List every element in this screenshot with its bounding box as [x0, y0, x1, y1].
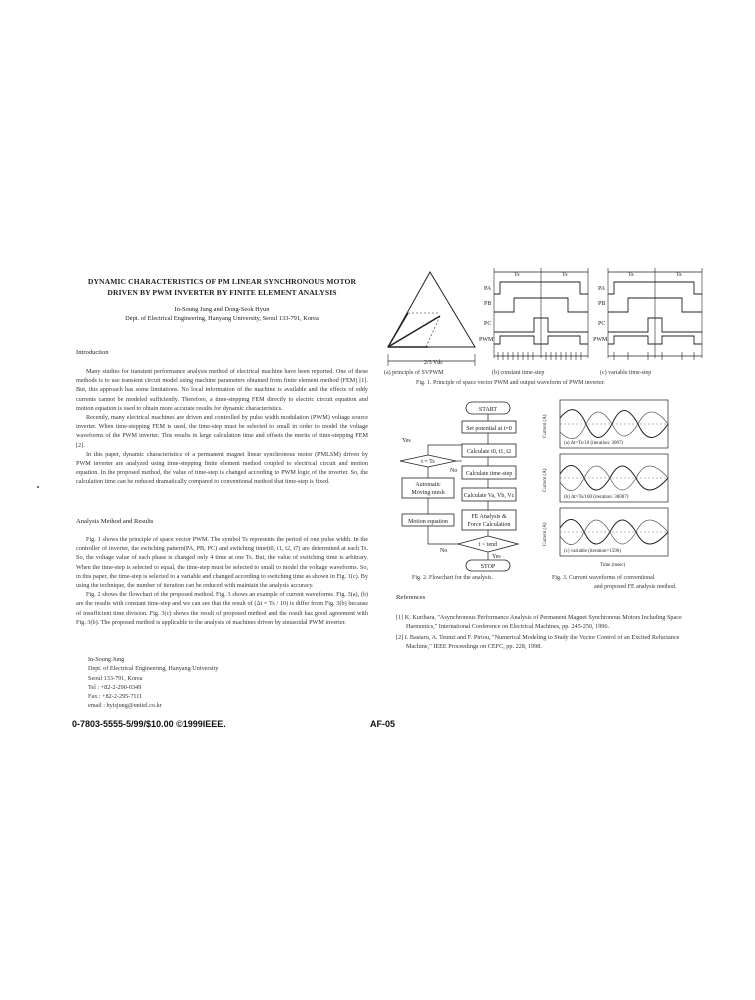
contact-block: [88, 655, 218, 711]
fig3-caption-line1: Fig. 3. Current waveforms of conventional: [552, 575, 655, 581]
fig1-caption: Fig. 1. Principle of space vector PWM and output waveform of PWM inverter.: [416, 380, 605, 386]
svg-text:t = Ts: t = Ts: [421, 459, 435, 465]
svg-text:Motion equation: Motion equation: [408, 519, 448, 525]
intro-paragraph: Many studies for transient performance analysis method of electrical machine have been reported. One of these methods is to use transient circuit model using machine parameters obtained from finite element method (FEM) [1]. But, this approach has some limitations. No local information of the machine is available and the effects of eddy currents cannot be modeled sufficiently. Therefore, a time-stepping FEM directly to electric circuit equation and motion equation is used to obtain more accurate results for dynamic characteristics.: [76, 368, 368, 412]
references-heading: References: [396, 594, 426, 601]
title-line-1: DYNAMIC CHARACTERISTICS OF PM LINEAR SYNCHRONOUS MOTOR: [87, 277, 357, 286]
reference-item: [2] I. Bastaru, A. Teunzi and F. Piriou, "Numerical Modeling to Study the Vector Control of an Excited Reluctance Machine," IEEE Proceedings on CEFC, pp. 228, 1998.: [396, 633, 680, 650]
svg-text:Calculate time-step: Calculate time-step: [465, 471, 513, 477]
copyright-line: 0-7803-5555-5/99/$10.00 ©1999IEEE.: [72, 719, 226, 729]
author-block: [72, 305, 372, 323]
title-line-2: DRIVEN BY PWM INVERTER BY FINITE ELEMENT ANALYSIS: [107, 288, 337, 297]
references-list: [396, 613, 702, 652]
svg-text:Ts: Ts: [514, 272, 520, 278]
svg-text:PC: PC: [598, 321, 606, 327]
figure-2-flowchart: [398, 400, 533, 572]
svg-text:(a) Δt=Ts/10 (iteration: 3007): (a) Δt=Ts/10 (iteration: 3007): [564, 441, 624, 446]
svg-text:Current (A): Current (A): [543, 414, 548, 438]
fig2-caption: Fig. 2. Flowchart for the analysis.: [412, 575, 493, 581]
current-panel-a: [543, 400, 668, 448]
paper-title: [72, 276, 372, 298]
figure-1: [378, 268, 708, 370]
analysis-heading: Analysis Method and Results: [76, 518, 154, 525]
intro-heading: Introduction: [76, 349, 109, 356]
figure-3-current-waveforms: [538, 398, 710, 568]
fig1-sub-c: (c) variable time-step: [600, 370, 652, 376]
svg-text:Calculate t0, t1, t2: Calculate t0, t1, t2: [466, 449, 512, 455]
svg-text:Current (A): Current (A): [543, 468, 548, 492]
svg-text:2/3 Vdc: 2/3 Vdc: [424, 360, 444, 366]
svg-text:PB: PB: [484, 301, 492, 307]
svg-text:Ts: Ts: [628, 272, 634, 278]
margin-mark: [37, 486, 39, 488]
fig3-caption-line2: and proposed FE analysis method.: [594, 584, 677, 590]
svg-text:No: No: [450, 468, 458, 474]
svg-text:Set potential at t=0: Set potential at t=0: [466, 426, 512, 432]
contact-email: email : hyisjung@unitel.co.kr: [88, 702, 162, 710]
svg-text:Yes: Yes: [492, 554, 501, 560]
svg-text:Ts: Ts: [562, 272, 568, 278]
svg-text:Current (A): Current (A): [543, 522, 548, 546]
current-panel-c: [543, 508, 668, 568]
svg-text:Ts: Ts: [676, 272, 682, 278]
contact-dept: Dept. of Electrical Engineering, Hanyang University: [88, 665, 219, 673]
svg-text:PC: PC: [484, 321, 492, 327]
paper-code: AF-05: [370, 719, 396, 729]
svg-text:PWM: PWM: [479, 337, 494, 343]
svg-text:PB: PB: [598, 301, 606, 307]
intro-paragraph: In this paper, dynamic characteristics of a permanent magnet linear synchronous motor (PMLSM) driven by PWM inverter are analyzed using time-stepping finite element method coupled to electrical circuit and motion equation. In the proposed method, the value of time-step is changed according to PWM logic of the inverter. So, the calculation time can be reduced dramatically compared to conventional method that time-step is fixed.: [76, 450, 368, 486]
svpwm-diagram: [388, 272, 475, 366]
contact-fax: Fax : +82-2-295-7111: [88, 693, 143, 701]
svg-text:No: No: [440, 548, 448, 554]
contact-tel: Tel : +82-2-290-0349: [88, 683, 142, 691]
svg-text:STOP: STOP: [480, 564, 496, 570]
svg-text:Moving mesh: Moving mesh: [411, 490, 445, 496]
analysis-paragraph: Fig. 2 shows the flowchart of the proposed method. Fig. 3 shows an example of current waveforms. Fig. 3(a), (b) are the results with constant time-step and we can see that the result of (Δt = Ts / 10) is differ from Fig. 3(b) because of insufficient time division. Fig. 3(c) shows the result of proposed method and the result has good agreement with Fig. 3(b). The proposed method is applicable to the analysis of machines driven by sinusoidal PWM inverter.: [76, 591, 368, 626]
contact-name: In-Soung Jung: [88, 656, 125, 663]
authors: In-Soung Jung and Dong-Seok Hyun: [174, 306, 270, 313]
affiliation: Dept. of Electrical Engineering, Hanyang University, Seoul 133-791, Korea: [125, 315, 319, 322]
svg-text:Yes: Yes: [402, 438, 411, 444]
intro-body: [76, 367, 368, 487]
svg-text:t < tend: t < tend: [478, 542, 498, 548]
analysis-body: [76, 535, 368, 627]
svg-text:(c) variable (iteration=1596): (c) variable (iteration=1596): [564, 549, 621, 554]
analysis-paragraph: Fig. 1 shows the principle of space vector PWM. The symbol Ts represents the period of one pulse width. In the controller of inverter, the switching pattern(PA, PB, PC) and switching time(t0, t1, t2, t7) are determined at each Ts. So, the voltage value of each phase is changed only 4 time at one Ts. But, the value of switching time is arbitrary. When the time-step is selected to equal, the time-step must be selected to small to model the voltage waveforms. So, in this paper, the time-step is selected to a variable and changed according to switching time as shown in Fig. 1(c). By using the technique, the number of iteration can be reduced with maintain the analysis accuracy.: [76, 536, 368, 590]
variable-time-step-waveform: [593, 268, 702, 360]
svg-text:PWM: PWM: [593, 337, 608, 343]
svg-text:PA: PA: [598, 286, 606, 292]
constant-time-step-waveform: [479, 268, 588, 360]
contact-city: Seoul 133-791, Korea: [88, 674, 143, 682]
svg-text:Time (msec): Time (msec): [600, 563, 626, 568]
svg-text:(b) Δt=Ts/100 (iteration: 3000: (b) Δt=Ts/100 (iteration: 30007): [564, 495, 629, 500]
fig1-sub-a: (a) principle of SVPWM: [384, 370, 444, 376]
svg-text:Calculate Va, Vb, Vc: Calculate Va, Vb, Vc: [463, 493, 515, 499]
reference-item: [1] K. Kurihara, "Asynchronous Performance Analysis of Permanent Magnet Synchronous Motors Including Space Harmonics," International Conference on Electrical Machines, pp. 245-250, 1996.: [396, 614, 682, 631]
intro-paragraph: Recently, many electrical machines are driven and controlled by pulse width modulation (PWM) voltage source inverter. When time-stepping FEM is used, the time-step must be selected to small in order to model the voltage waveforms of the PWM inverter. This results in large calculation time and offsets the merits of time-stepping FEM [2].: [76, 414, 368, 449]
svg-text:Automatic: Automatic: [415, 482, 441, 488]
svg-text:Force Calculation: Force Calculation: [467, 522, 511, 528]
fig1-sub-b: (b) constant time-step: [492, 370, 545, 376]
svg-text:PA: PA: [484, 286, 492, 292]
current-panel-b: [543, 454, 668, 502]
svg-text:START: START: [478, 407, 498, 413]
svg-text:FE Analysis &: FE Analysis &: [471, 514, 507, 520]
